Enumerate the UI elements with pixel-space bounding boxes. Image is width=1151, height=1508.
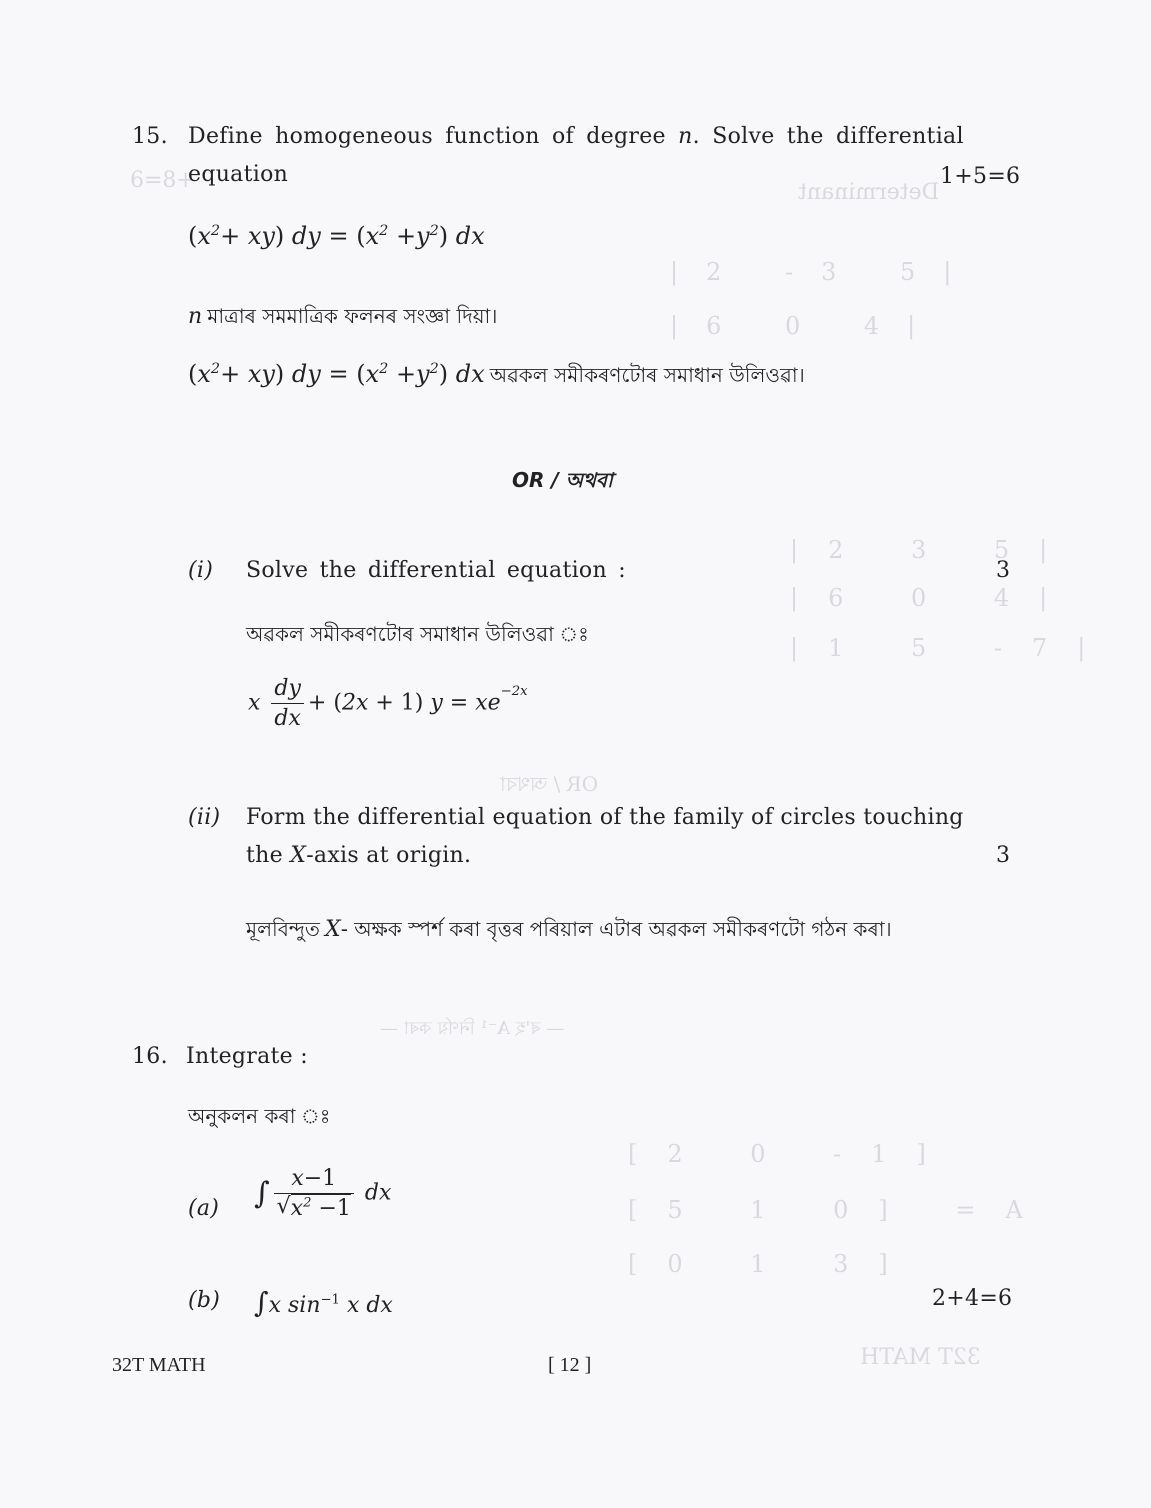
or-ii-line1: Form the differential equation of the family of circles touching <box>246 805 964 830</box>
q15-line1-end: . Solve the differential <box>692 124 964 149</box>
or-i-label: (i) <box>188 558 214 583</box>
bleed-through-text: 32T MATH <box>860 1345 981 1370</box>
or-ii-bn: মূলবিন্দুত X- অক্ষক স্পৰ্শ কৰা বৃত্তৰ পৰিয়াল এটাৰ অৱকল সমীকৰণটো গঠন কৰা। <box>246 917 892 942</box>
bleed-through-text: |1 5 -7| <box>790 634 1116 662</box>
q16-bn: অনুকলন কৰা ঃ <box>188 1104 331 1128</box>
bleed-through-text: Determinant <box>798 180 940 205</box>
q16-number: 16. <box>132 1044 168 1069</box>
or-i-bn: অৱকল সমীকৰণটোৰ সমাধান উলিওৱা ঃ <box>246 622 589 646</box>
bleed-through-text: |6 0 4| <box>790 584 1078 612</box>
bleed-through-text: [2 0 -1] <box>628 1140 956 1168</box>
q16-a-integral: ∫ x−1 √ $x^2 -1$ dx <box>254 1166 392 1222</box>
q15-marks: 1+5=6 <box>940 164 1021 189</box>
q16-b-integral: ∫x $\sin^{-1} x$ dx <box>254 1286 393 1319</box>
q16-a-label: (a) <box>188 1196 220 1221</box>
q15-bn-defn-text: মাত্ৰাৰ সমমাত্ৰিক ফলনৰ সংজ্ঞা দিয়া। <box>207 304 498 328</box>
q15-prompt <box>188 124 1012 149</box>
q16-b-label: (b) <box>188 1288 221 1313</box>
or-ii-marks: 3 <box>996 843 1011 868</box>
q15-bn-solve-text: অৱকল সমীকৰণটোৰ সমাধান উলিওৱা। <box>489 363 805 387</box>
footer-page-number: [ 12 ] <box>548 1354 592 1376</box>
q16-marks: 2+4=6 <box>932 1286 1013 1311</box>
or-divider: OR / অথবা <box>512 468 613 492</box>
q15-equation: $(x^2+ xy)$ dy = $(x^2 +y^2)$ dx <box>188 222 485 250</box>
q15-number: 15. <box>132 124 168 149</box>
q15-bn-var-n: n <box>188 304 203 329</box>
or-i-marks: 3 <box>996 558 1011 583</box>
footer-subject-code: 32T MATH <box>112 1354 206 1376</box>
bleed-through-text: |2 -3 5| <box>670 258 980 286</box>
or-ii-label: (ii) <box>188 805 221 830</box>
or-i-text: Solve the differential equation : <box>246 558 626 583</box>
q15-bn-equation: $(x^2+ xy)$ dy = $(x^2 +y^2)$ dx <box>188 360 485 388</box>
or-i-equation: x $\frac{dy}{dx}$ + (2x + 1) $y = xe^{-2x}$ <box>248 676 528 731</box>
bleed-through-text: |6 0 4| <box>670 312 944 340</box>
bleed-through-text: |2 3 5| <box>790 536 1078 564</box>
q15-var-n: n <box>678 124 693 149</box>
bleed-through-text: [5 1 0] =A <box>628 1196 1053 1224</box>
q15-bn-definition <box>188 302 497 335</box>
bleed-through-text: [0 1 3] <box>628 1250 918 1278</box>
bleed-through-text: — ৰ'হ A⁻¹ নিৰ্ণয় কৰা — <box>380 1018 565 1039</box>
q15-line2: equation <box>188 162 289 187</box>
q16-text: Integrate : <box>186 1044 309 1069</box>
q15-line1: Define homogeneous function of degree <box>188 124 666 149</box>
bleed-through-text: OR / অথবা <box>500 772 599 796</box>
or-ii-line2: the X-axis at origin. <box>246 843 472 868</box>
q15-bn-solve <box>188 360 805 394</box>
bleed-through-text: 6=8+ <box>130 168 195 193</box>
